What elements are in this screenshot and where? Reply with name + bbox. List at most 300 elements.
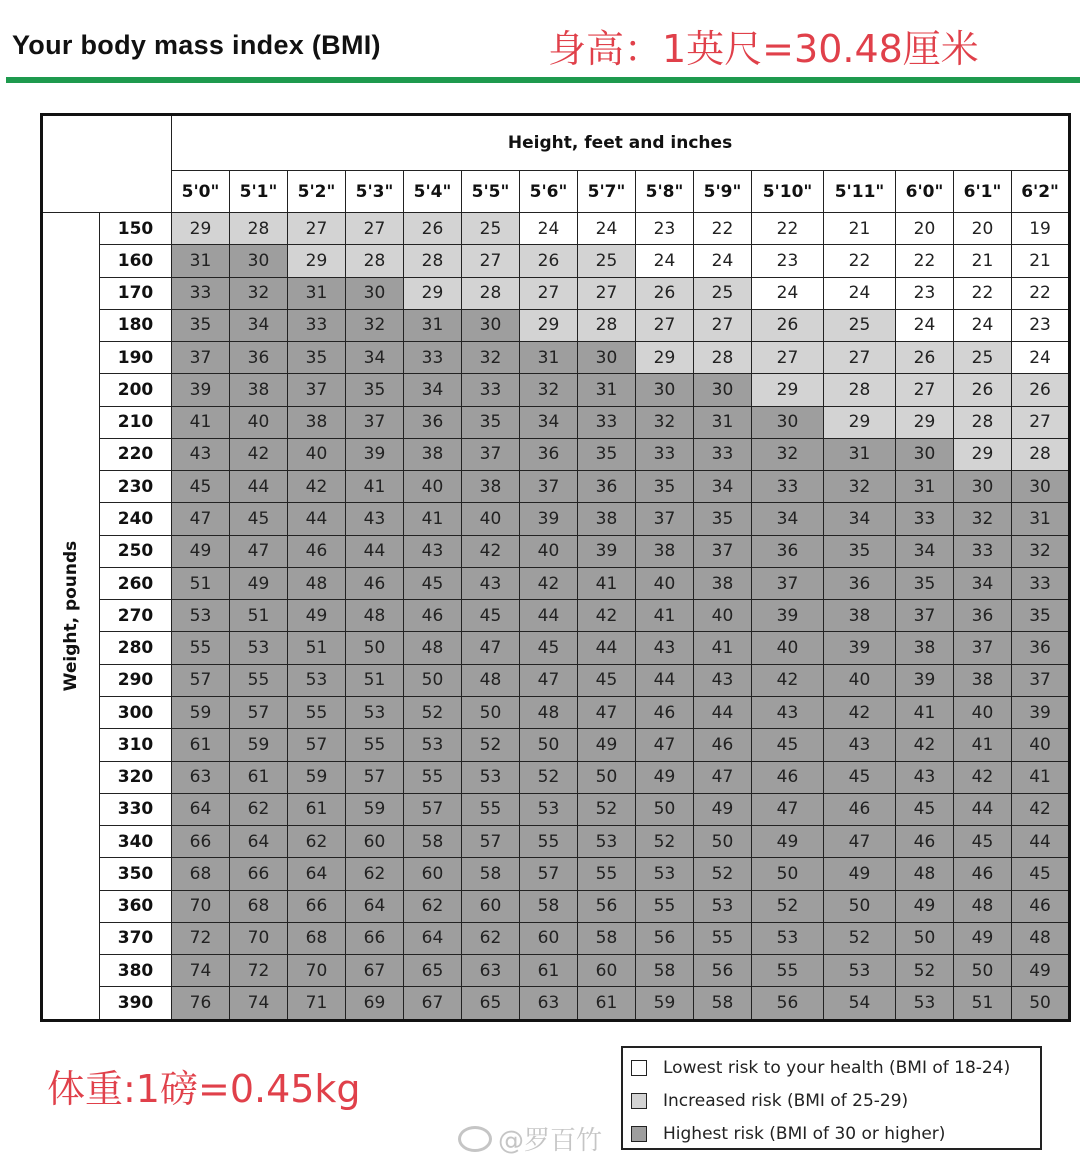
bmi-value-cell: 47 xyxy=(172,503,230,535)
weight-row-header: 180 xyxy=(100,309,172,341)
bmi-value-cell: 51 xyxy=(346,664,404,696)
bmi-value-cell: 49 xyxy=(1012,955,1070,987)
bmi-value-cell: 49 xyxy=(752,826,824,858)
bmi-value-cell: 55 xyxy=(694,922,752,954)
bmi-chart-table xyxy=(40,113,1071,1022)
bmi-value-cell: 36 xyxy=(954,600,1012,632)
bmi-value-cell: 29 xyxy=(896,406,954,438)
bmi-value-cell: 40 xyxy=(520,535,578,567)
bmi-value-cell: 61 xyxy=(288,793,346,825)
bmi-value-cell: 52 xyxy=(694,858,752,890)
bmi-value-cell: 58 xyxy=(520,890,578,922)
bmi-value-cell: 53 xyxy=(824,955,896,987)
bmi-value-cell: 60 xyxy=(520,922,578,954)
bmi-value-cell: 49 xyxy=(824,858,896,890)
bmi-value-cell: 50 xyxy=(578,761,636,793)
bmi-value-cell: 63 xyxy=(462,955,520,987)
height-column-header: 5'5" xyxy=(462,171,520,213)
bmi-value-cell: 27 xyxy=(824,342,896,374)
bmi-value-cell: 64 xyxy=(346,890,404,922)
bmi-value-cell: 37 xyxy=(752,567,824,599)
bmi-value-cell: 42 xyxy=(752,664,824,696)
bmi-value-cell: 40 xyxy=(694,600,752,632)
table-row xyxy=(42,955,1070,987)
bmi-value-cell: 38 xyxy=(636,535,694,567)
bmi-value-cell: 67 xyxy=(404,987,462,1021)
bmi-value-cell: 59 xyxy=(346,793,404,825)
bmi-value-cell: 53 xyxy=(896,987,954,1021)
bmi-value-cell: 27 xyxy=(896,374,954,406)
bmi-value-cell: 47 xyxy=(578,696,636,728)
bmi-value-cell: 30 xyxy=(694,374,752,406)
bmi-value-cell: 32 xyxy=(1012,535,1070,567)
bmi-value-cell: 43 xyxy=(896,761,954,793)
table-row xyxy=(42,664,1070,696)
bmi-value-cell: 49 xyxy=(230,567,288,599)
bmi-value-cell: 30 xyxy=(230,245,288,277)
bmi-value-cell: 29 xyxy=(172,213,230,245)
bmi-value-cell: 66 xyxy=(346,922,404,954)
bmi-value-cell: 31 xyxy=(694,406,752,438)
bmi-value-cell: 63 xyxy=(172,761,230,793)
bmi-value-cell: 28 xyxy=(954,406,1012,438)
bmi-value-cell: 36 xyxy=(520,438,578,470)
weight-row-header: 360 xyxy=(100,890,172,922)
bmi-value-cell: 44 xyxy=(578,632,636,664)
bmi-value-cell: 53 xyxy=(230,632,288,664)
legend-item xyxy=(631,1056,1010,1080)
weight-row-header: 210 xyxy=(100,406,172,438)
bmi-value-cell: 37 xyxy=(346,406,404,438)
bmi-value-cell: 46 xyxy=(404,600,462,632)
bmi-value-cell: 35 xyxy=(1012,600,1070,632)
bmi-value-cell: 48 xyxy=(520,696,578,728)
bmi-value-cell: 40 xyxy=(752,632,824,664)
bmi-value-cell: 50 xyxy=(1012,987,1070,1021)
weibo-logo-icon xyxy=(458,1126,492,1152)
bmi-value-cell: 49 xyxy=(578,729,636,761)
bmi-value-cell: 27 xyxy=(752,342,824,374)
risk-legend xyxy=(621,1046,1042,1150)
watermark-text: @罗百竹 xyxy=(498,1126,603,1156)
bmi-value-cell: 44 xyxy=(636,664,694,696)
bmi-value-cell: 49 xyxy=(896,890,954,922)
bmi-value-cell: 20 xyxy=(896,213,954,245)
bmi-value-cell: 57 xyxy=(230,696,288,728)
bmi-value-cell: 35 xyxy=(346,374,404,406)
bmi-value-cell: 26 xyxy=(1012,374,1070,406)
bmi-value-cell: 38 xyxy=(896,632,954,664)
bmi-value-cell: 39 xyxy=(172,374,230,406)
weight-row-header: 370 xyxy=(100,922,172,954)
bmi-value-cell: 46 xyxy=(1012,890,1070,922)
bmi-value-cell: 23 xyxy=(752,245,824,277)
bmi-value-cell: 27 xyxy=(462,245,520,277)
table-row xyxy=(42,600,1070,632)
bmi-value-cell: 40 xyxy=(954,696,1012,728)
bmi-value-cell: 74 xyxy=(172,955,230,987)
bmi-value-cell: 32 xyxy=(230,277,288,309)
bmi-value-cell: 50 xyxy=(896,922,954,954)
bmi-value-cell: 29 xyxy=(824,406,896,438)
bmi-value-cell: 27 xyxy=(346,213,404,245)
bmi-value-cell: 22 xyxy=(1012,277,1070,309)
bmi-value-cell: 30 xyxy=(578,342,636,374)
table-row xyxy=(42,503,1070,535)
bmi-value-cell: 41 xyxy=(954,729,1012,761)
bmi-value-cell: 30 xyxy=(346,277,404,309)
bmi-value-cell: 31 xyxy=(288,277,346,309)
bmi-value-cell: 42 xyxy=(578,600,636,632)
bmi-value-cell: 27 xyxy=(288,213,346,245)
bmi-value-cell: 36 xyxy=(1012,632,1070,664)
bmi-value-cell: 42 xyxy=(1012,793,1070,825)
bmi-value-cell: 22 xyxy=(752,213,824,245)
bmi-value-cell: 50 xyxy=(520,729,578,761)
bmi-value-cell: 38 xyxy=(288,406,346,438)
table-row xyxy=(42,632,1070,664)
bmi-value-cell: 41 xyxy=(896,696,954,728)
weight-row-header: 320 xyxy=(100,761,172,793)
table-row xyxy=(42,793,1070,825)
bmi-value-cell: 53 xyxy=(636,858,694,890)
bmi-value-cell: 49 xyxy=(954,922,1012,954)
bmi-value-cell: 61 xyxy=(578,987,636,1021)
bmi-value-cell: 22 xyxy=(694,213,752,245)
bmi-value-cell: 33 xyxy=(896,503,954,535)
bmi-value-cell: 64 xyxy=(172,793,230,825)
table-row xyxy=(42,987,1070,1021)
bmi-value-cell: 37 xyxy=(172,342,230,374)
bmi-value-cell: 31 xyxy=(824,438,896,470)
bmi-value-cell: 48 xyxy=(288,567,346,599)
bmi-value-cell: 50 xyxy=(346,632,404,664)
bmi-value-cell: 34 xyxy=(896,535,954,567)
bmi-value-cell: 59 xyxy=(172,696,230,728)
bmi-value-cell: 64 xyxy=(288,858,346,890)
bmi-value-cell: 28 xyxy=(1012,438,1070,470)
bmi-value-cell: 25 xyxy=(954,342,1012,374)
bmi-value-cell: 25 xyxy=(694,277,752,309)
weight-row-header: 340 xyxy=(100,826,172,858)
x-axis-title: Height, feet and inches xyxy=(172,115,1070,171)
legend-swatch xyxy=(631,1093,647,1109)
bmi-value-cell: 33 xyxy=(954,535,1012,567)
bmi-value-cell: 35 xyxy=(694,503,752,535)
bmi-value-cell: 37 xyxy=(636,503,694,535)
bmi-value-cell: 42 xyxy=(288,471,346,503)
bmi-value-cell: 24 xyxy=(896,309,954,341)
bmi-value-cell: 38 xyxy=(462,471,520,503)
height-column-header: 6'1" xyxy=(954,171,1012,213)
bmi-value-cell: 43 xyxy=(172,438,230,470)
bmi-value-cell: 40 xyxy=(824,664,896,696)
table-row xyxy=(42,245,1070,277)
height-column-header: 5'7" xyxy=(578,171,636,213)
weight-row-header: 260 xyxy=(100,567,172,599)
bmi-value-cell: 39 xyxy=(824,632,896,664)
bmi-value-cell: 47 xyxy=(520,664,578,696)
bmi-value-cell: 56 xyxy=(578,890,636,922)
table-row xyxy=(42,761,1070,793)
bmi-value-cell: 62 xyxy=(230,793,288,825)
bmi-value-cell: 30 xyxy=(954,471,1012,503)
height-column-header: 5'2" xyxy=(288,171,346,213)
bmi-value-cell: 70 xyxy=(230,922,288,954)
bmi-value-cell: 55 xyxy=(752,955,824,987)
bmi-value-cell: 34 xyxy=(694,471,752,503)
bmi-value-cell: 47 xyxy=(694,761,752,793)
bmi-value-cell: 53 xyxy=(694,890,752,922)
bmi-value-cell: 28 xyxy=(578,309,636,341)
bmi-value-cell: 51 xyxy=(288,632,346,664)
bmi-value-cell: 45 xyxy=(954,826,1012,858)
bmi-value-cell: 53 xyxy=(288,664,346,696)
weight-row-header: 300 xyxy=(100,696,172,728)
legend-swatch xyxy=(631,1126,647,1142)
bmi-value-cell: 68 xyxy=(172,858,230,890)
bmi-value-cell: 33 xyxy=(1012,567,1070,599)
bmi-value-cell: 40 xyxy=(1012,729,1070,761)
legend-item xyxy=(631,1122,945,1146)
bmi-value-cell: 32 xyxy=(752,438,824,470)
bmi-value-cell: 19 xyxy=(1012,213,1070,245)
height-column-header: 5'1" xyxy=(230,171,288,213)
bmi-value-cell: 45 xyxy=(1012,858,1070,890)
bmi-value-cell: 27 xyxy=(636,309,694,341)
bmi-value-cell: 31 xyxy=(578,374,636,406)
bmi-value-cell: 46 xyxy=(896,826,954,858)
bmi-value-cell: 39 xyxy=(346,438,404,470)
bmi-value-cell: 23 xyxy=(896,277,954,309)
bmi-value-cell: 57 xyxy=(462,826,520,858)
bmi-value-cell: 38 xyxy=(404,438,462,470)
bmi-value-cell: 27 xyxy=(578,277,636,309)
bmi-value-cell: 47 xyxy=(230,535,288,567)
bmi-value-cell: 57 xyxy=(172,664,230,696)
bmi-value-cell: 36 xyxy=(824,567,896,599)
bmi-value-cell: 41 xyxy=(578,567,636,599)
bmi-value-cell: 28 xyxy=(824,374,896,406)
bmi-value-cell: 55 xyxy=(288,696,346,728)
bmi-value-cell: 42 xyxy=(954,761,1012,793)
bmi-value-cell: 49 xyxy=(288,600,346,632)
bmi-value-cell: 37 xyxy=(288,374,346,406)
bmi-value-cell: 62 xyxy=(288,826,346,858)
bmi-value-cell: 36 xyxy=(578,471,636,503)
weight-row-header: 380 xyxy=(100,955,172,987)
weight-conversion-note: 体重:1磅=0.45kg xyxy=(47,1067,361,1111)
legend-swatch xyxy=(631,1060,647,1076)
bmi-value-cell: 45 xyxy=(462,600,520,632)
table-row xyxy=(42,890,1070,922)
bmi-value-cell: 30 xyxy=(462,309,520,341)
bmi-value-cell: 53 xyxy=(462,761,520,793)
bmi-value-cell: 30 xyxy=(636,374,694,406)
bmi-value-cell: 44 xyxy=(1012,826,1070,858)
bmi-value-cell: 47 xyxy=(636,729,694,761)
bmi-value-cell: 26 xyxy=(896,342,954,374)
bmi-value-cell: 31 xyxy=(172,245,230,277)
bmi-value-cell: 32 xyxy=(824,471,896,503)
bmi-value-cell: 60 xyxy=(462,890,520,922)
bmi-value-cell: 39 xyxy=(1012,696,1070,728)
bmi-value-cell: 36 xyxy=(230,342,288,374)
title-divider xyxy=(6,77,1080,83)
bmi-value-cell: 60 xyxy=(404,858,462,890)
bmi-value-cell: 45 xyxy=(172,471,230,503)
bmi-value-cell: 22 xyxy=(896,245,954,277)
bmi-value-cell: 32 xyxy=(954,503,1012,535)
bmi-value-cell: 42 xyxy=(896,729,954,761)
weight-row-header: 290 xyxy=(100,664,172,696)
height-column-header: 5'9" xyxy=(694,171,752,213)
bmi-value-cell: 45 xyxy=(520,632,578,664)
bmi-value-cell: 52 xyxy=(578,793,636,825)
height-column-header: 6'0" xyxy=(896,171,954,213)
bmi-value-cell: 35 xyxy=(636,471,694,503)
bmi-value-cell: 48 xyxy=(404,632,462,664)
table-row xyxy=(42,471,1070,503)
bmi-value-cell: 51 xyxy=(230,600,288,632)
bmi-value-cell: 24 xyxy=(636,245,694,277)
bmi-value-cell: 31 xyxy=(520,342,578,374)
bmi-value-cell: 37 xyxy=(520,471,578,503)
bmi-value-cell: 24 xyxy=(1012,342,1070,374)
bmi-value-cell: 66 xyxy=(172,826,230,858)
bmi-value-cell: 55 xyxy=(346,729,404,761)
bmi-value-cell: 70 xyxy=(172,890,230,922)
height-column-header: 5'6" xyxy=(520,171,578,213)
bmi-value-cell: 45 xyxy=(578,664,636,696)
bmi-value-cell: 33 xyxy=(578,406,636,438)
bmi-value-cell: 41 xyxy=(636,600,694,632)
bmi-value-cell: 55 xyxy=(462,793,520,825)
bmi-value-cell: 48 xyxy=(896,858,954,890)
bmi-value-cell: 33 xyxy=(288,309,346,341)
bmi-value-cell: 30 xyxy=(896,438,954,470)
bmi-value-cell: 50 xyxy=(636,793,694,825)
bmi-value-cell: 22 xyxy=(954,277,1012,309)
legend-label: Lowest risk to your health (BMI of 18-24) xyxy=(663,1058,1011,1078)
bmi-value-cell: 37 xyxy=(1012,664,1070,696)
table-row xyxy=(42,342,1070,374)
bmi-value-cell: 27 xyxy=(694,309,752,341)
bmi-value-cell: 28 xyxy=(346,245,404,277)
table-row xyxy=(42,374,1070,406)
bmi-value-cell: 46 xyxy=(752,761,824,793)
bmi-value-cell: 32 xyxy=(346,309,404,341)
bmi-value-cell: 57 xyxy=(520,858,578,890)
weight-row-header: 190 xyxy=(100,342,172,374)
table-row xyxy=(42,438,1070,470)
bmi-value-cell: 45 xyxy=(896,793,954,825)
bmi-value-cell: 48 xyxy=(462,664,520,696)
bmi-value-cell: 66 xyxy=(230,858,288,890)
bmi-value-cell: 38 xyxy=(824,600,896,632)
bmi-value-cell: 29 xyxy=(288,245,346,277)
bmi-value-cell: 29 xyxy=(520,309,578,341)
table-row xyxy=(42,826,1070,858)
bmi-value-cell: 44 xyxy=(346,535,404,567)
table-row xyxy=(42,567,1070,599)
bmi-value-cell: 44 xyxy=(230,471,288,503)
bmi-value-cell: 58 xyxy=(578,922,636,954)
bmi-value-cell: 32 xyxy=(520,374,578,406)
bmi-value-cell: 45 xyxy=(752,729,824,761)
bmi-value-cell: 35 xyxy=(462,406,520,438)
bmi-value-cell: 34 xyxy=(230,309,288,341)
bmi-value-cell: 46 xyxy=(694,729,752,761)
bmi-value-cell: 72 xyxy=(172,922,230,954)
bmi-value-cell: 24 xyxy=(578,213,636,245)
weight-row-header: 230 xyxy=(100,471,172,503)
bmi-value-cell: 34 xyxy=(404,374,462,406)
bmi-value-cell: 34 xyxy=(520,406,578,438)
page-title: Your body mass index (BMI) xyxy=(12,30,381,60)
table-row xyxy=(42,922,1070,954)
bmi-value-cell: 47 xyxy=(824,826,896,858)
weight-row-header: 240 xyxy=(100,503,172,535)
weight-row-header: 150 xyxy=(100,213,172,245)
bmi-value-cell: 60 xyxy=(346,826,404,858)
bmi-value-cell: 59 xyxy=(230,729,288,761)
bmi-value-cell: 51 xyxy=(172,567,230,599)
bmi-value-cell: 49 xyxy=(172,535,230,567)
bmi-value-cell: 57 xyxy=(404,793,462,825)
bmi-table-body xyxy=(42,213,1070,1021)
bmi-value-cell: 38 xyxy=(694,567,752,599)
bmi-value-cell: 39 xyxy=(520,503,578,535)
bmi-value-cell: 48 xyxy=(1012,922,1070,954)
bmi-value-cell: 35 xyxy=(824,535,896,567)
table-corner xyxy=(42,115,172,213)
weight-row-header: 220 xyxy=(100,438,172,470)
bmi-value-cell: 42 xyxy=(824,696,896,728)
bmi-value-cell: 76 xyxy=(172,987,230,1021)
weight-row-header: 200 xyxy=(100,374,172,406)
bmi-value-cell: 48 xyxy=(346,600,404,632)
bmi-value-cell: 25 xyxy=(824,309,896,341)
bmi-value-cell: 38 xyxy=(954,664,1012,696)
bmi-value-cell: 22 xyxy=(824,245,896,277)
bmi-value-cell: 29 xyxy=(404,277,462,309)
bmi-value-cell: 62 xyxy=(462,922,520,954)
bmi-value-cell: 31 xyxy=(404,309,462,341)
bmi-value-cell: 53 xyxy=(404,729,462,761)
bmi-value-cell: 45 xyxy=(404,567,462,599)
bmi-value-cell: 34 xyxy=(346,342,404,374)
bmi-value-cell: 52 xyxy=(404,696,462,728)
table-row xyxy=(42,535,1070,567)
bmi-value-cell: 26 xyxy=(520,245,578,277)
bmi-value-cell: 63 xyxy=(520,987,578,1021)
bmi-value-cell: 43 xyxy=(404,535,462,567)
bmi-value-cell: 39 xyxy=(752,600,824,632)
bmi-value-cell: 64 xyxy=(404,922,462,954)
bmi-value-cell: 72 xyxy=(230,955,288,987)
bmi-value-cell: 39 xyxy=(578,535,636,567)
bmi-value-cell: 61 xyxy=(230,761,288,793)
bmi-value-cell: 26 xyxy=(404,213,462,245)
bmi-value-cell: 41 xyxy=(172,406,230,438)
bmi-value-cell: 54 xyxy=(824,987,896,1021)
bmi-value-cell: 27 xyxy=(1012,406,1070,438)
bmi-value-cell: 31 xyxy=(1012,503,1070,535)
height-conversion-note: 身高：1英尺=30.48厘米 xyxy=(548,27,979,71)
weight-row-header: 250 xyxy=(100,535,172,567)
bmi-value-cell: 34 xyxy=(752,503,824,535)
